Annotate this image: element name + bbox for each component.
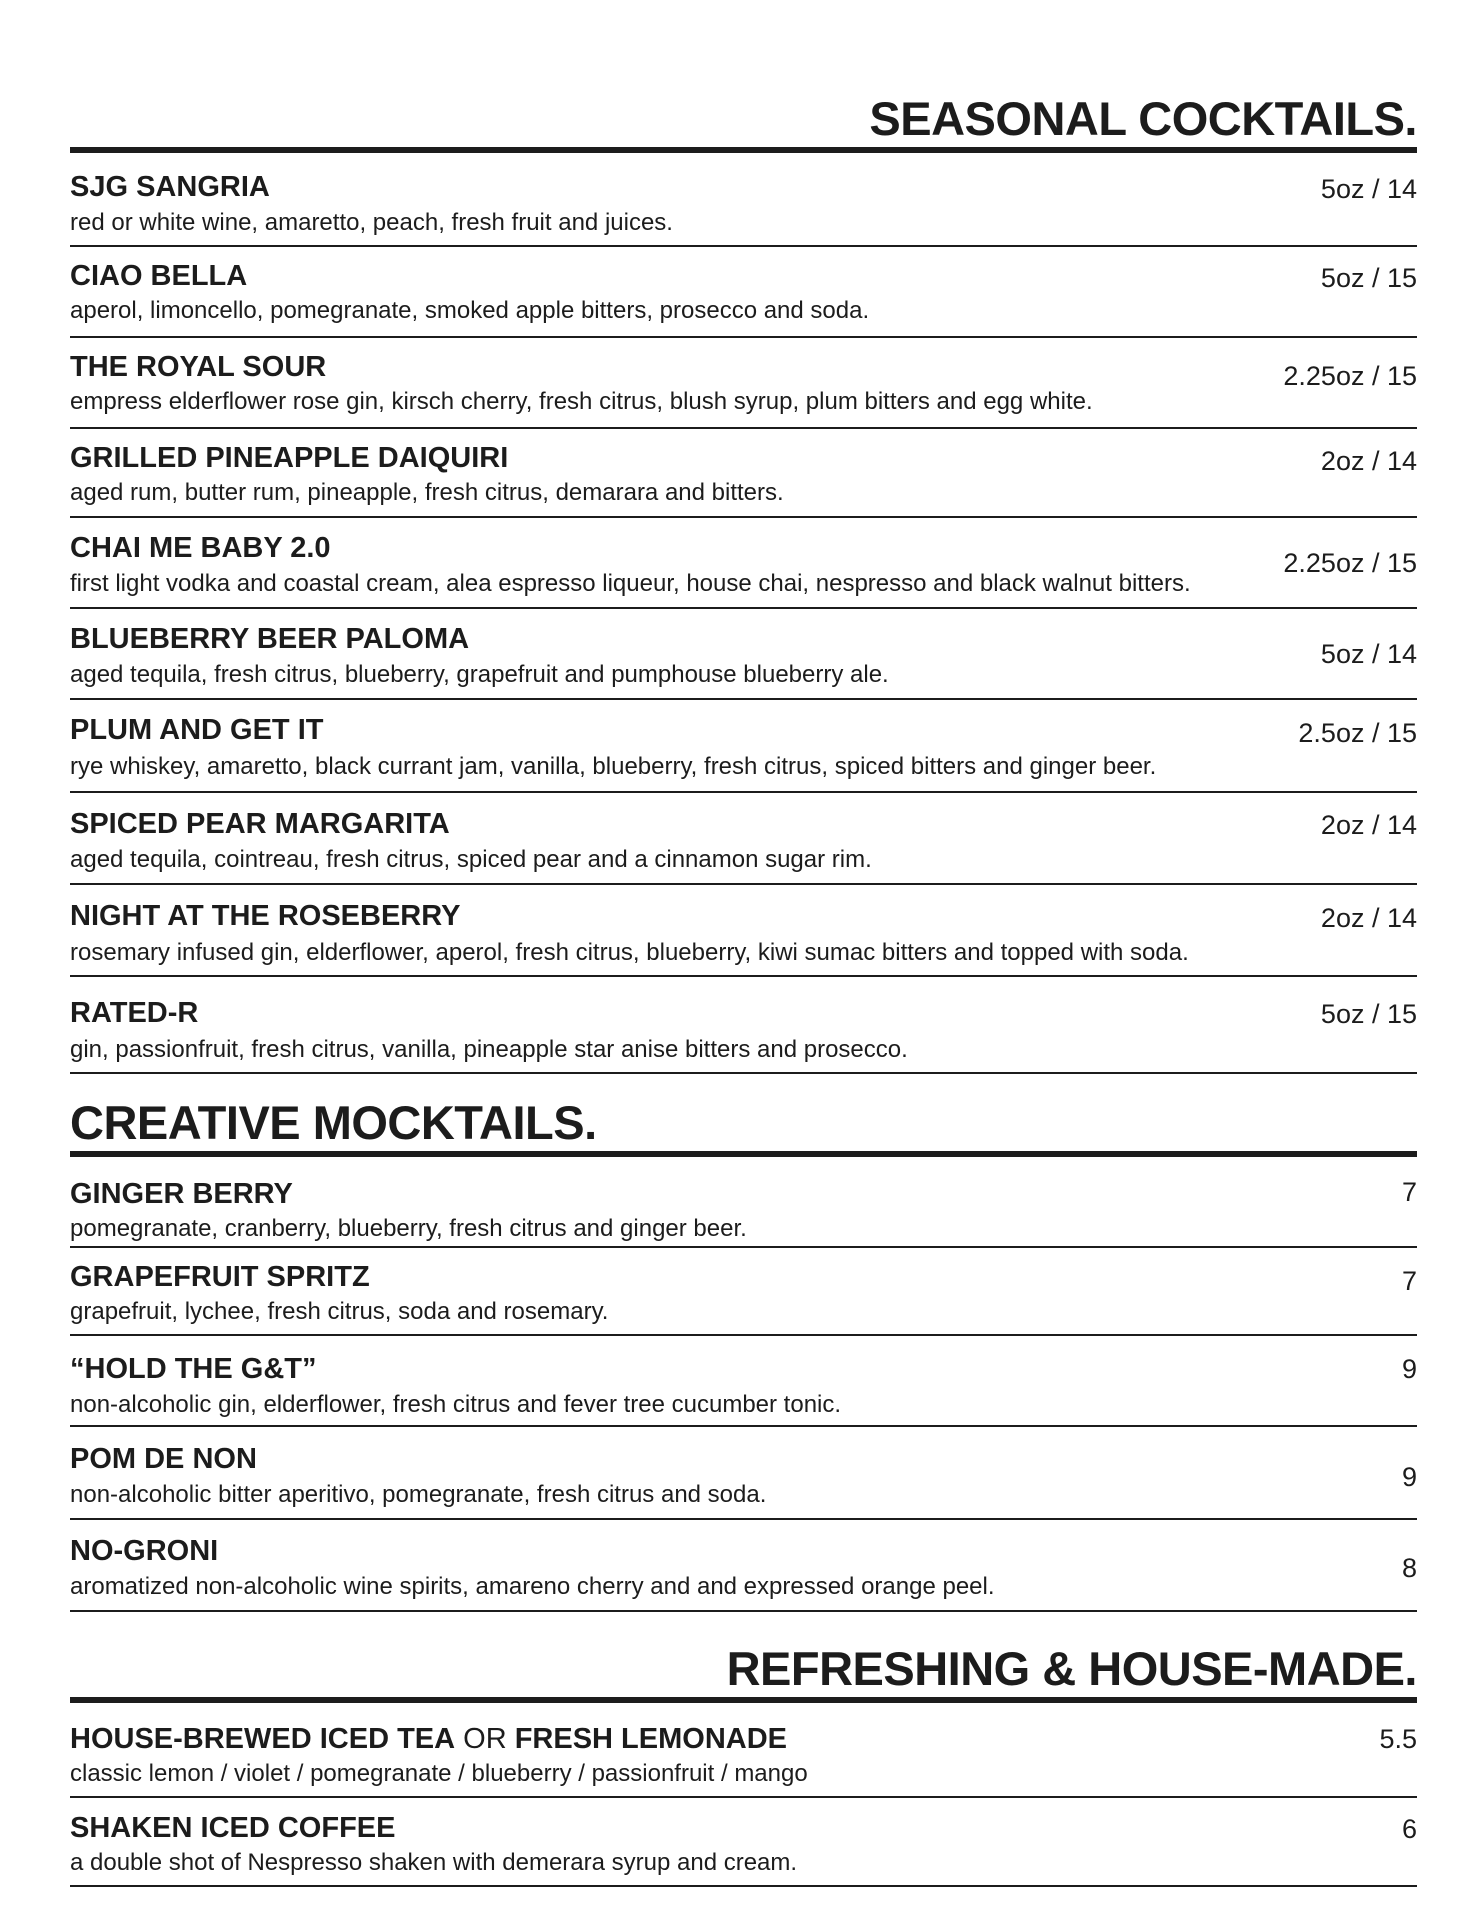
item-price: 7 [1401, 1177, 1417, 1207]
item-price: 2oz / 14 [1320, 446, 1417, 476]
item-price: 8 [1401, 1553, 1417, 1583]
item-description: grapefruit, lychee, fresh citrus, soda and rosemary. [70, 1298, 609, 1325]
item-name: POM DE NON [70, 1443, 257, 1475]
item-description: aperol, limoncello, pomegranate, smoked apple bitters, prosecco and soda. [70, 297, 870, 324]
item-name: SPICED PEAR MARGARITA [70, 808, 450, 840]
item-price: 5oz / 15 [1320, 263, 1417, 293]
menu-item [70, 1798, 1417, 1887]
menu-item [70, 429, 1417, 518]
menu-item [70, 700, 1417, 793]
item-name: NO-GRONI [70, 1535, 219, 1567]
item-name: GINGER BERRY [70, 1178, 293, 1210]
item-name: GRILLED PINEAPPLE DAIQUIRI [70, 442, 509, 474]
menu-item [70, 518, 1417, 609]
menu-item [70, 247, 1417, 338]
item-name: SJG SANGRIA [70, 171, 270, 203]
item-description: a double shot of Nespresso shaken with demerara syrup and cream. [70, 1849, 798, 1876]
item-price: 5oz / 15 [1320, 999, 1417, 1029]
section-creative-mocktails [70, 1157, 1417, 1612]
item-description: non-alcoholic bitter aperitivo, pomegranate, fresh citrus and soda. [70, 1481, 767, 1508]
section-refreshing-house-made [70, 1703, 1417, 1887]
item-name: BLUEBERRY BEER PALOMA [70, 623, 470, 655]
item-description: pomegranate, cranberry, blueberry, fresh citrus and ginger beer. [70, 1215, 747, 1242]
item-price: 2.25oz / 15 [1283, 361, 1417, 391]
section-seasonal-cocktails [70, 153, 1417, 1074]
item-price: 2oz / 14 [1320, 903, 1417, 933]
item-name: THE ROYAL SOUR [70, 351, 327, 383]
menu-item [70, 1336, 1417, 1427]
menu-item [70, 1157, 1417, 1248]
item-name: CIAO BELLA [70, 260, 248, 292]
section-title-creative-mocktails: CREATIVE MOCKTAILS. [70, 1099, 1417, 1157]
item-price: 6 [1401, 1814, 1417, 1844]
item-description: first light vodka and coastal cream, alea espresso liqueur, house chai, nespresso and black walnut bitters. [70, 570, 1191, 597]
menu-item [70, 793, 1417, 885]
drink-menu [70, 0, 1417, 1887]
menu-item [70, 977, 1417, 1074]
menu-item [70, 338, 1417, 429]
item-description: aromatized non-alcoholic wine spirits, amareno cherry and and expressed orange peel. [70, 1573, 995, 1600]
item-name: RATED-R [70, 997, 199, 1029]
item-price: 9 [1401, 1354, 1417, 1384]
item-description: non-alcoholic gin, elderflower, fresh citrus and fever tree cucumber tonic. [70, 1391, 842, 1418]
item-description: classic lemon / violet / pomegranate / blueberry / passionfruit / mango [70, 1760, 808, 1787]
item-price: 2.5oz / 15 [1298, 718, 1417, 748]
item-description: aged rum, butter rum, pineapple, fresh citrus, demarara and bitters. [70, 479, 784, 506]
item-name: “HOLD THE G&T” [70, 1353, 317, 1385]
menu-item [70, 1703, 1417, 1798]
item-name-part: FRESH LEMONADE [514, 1723, 787, 1755]
item-description: empress elderflower rose gin, kirsch cherry, fresh citrus, blush syrup, plum bitters and egg white. [70, 388, 1093, 415]
menu-item [70, 153, 1417, 247]
item-price: 5.5 [1379, 1724, 1417, 1754]
menu-item [70, 1248, 1417, 1336]
menu-item [70, 1520, 1417, 1612]
item-description: rosemary infused gin, elderflower, aperol, fresh citrus, blueberry, kiwi sumac bitters and topped with soda. [70, 939, 1189, 966]
item-description: aged tequila, cointreau, fresh citrus, spiced pear and a cinnamon sugar rim. [70, 846, 872, 873]
menu-item [70, 885, 1417, 977]
item-description: red or white wine, amaretto, peach, fresh fruit and juices. [70, 209, 673, 236]
section-title-seasonal-cocktails: SEASONAL COCKTAILS. [70, 95, 1417, 153]
menu-item [70, 1427, 1417, 1520]
item-name: NIGHT AT THE ROSEBERRY [70, 900, 461, 932]
item-price: 5oz / 14 [1320, 174, 1417, 204]
item-name [70, 1725, 787, 1754]
item-name: GRAPEFRUIT SPRITZ [70, 1261, 370, 1293]
menu-item [70, 609, 1417, 700]
item-name: CHAI ME BABY 2.0 [70, 532, 331, 564]
section-title-refreshing-house-made: REFRESHING & HOUSE-MADE. [70, 1645, 1417, 1703]
item-name: PLUM AND GET IT [70, 714, 324, 746]
item-price: 2.25oz / 15 [1283, 548, 1417, 578]
item-name-part: HOUSE-BREWED ICED TEA [70, 1723, 456, 1755]
item-price: 2oz / 14 [1320, 810, 1417, 840]
item-price: 9 [1401, 1462, 1417, 1492]
item-description: gin, passionfruit, fresh citrus, vanilla, pineapple star anise bitters and prosecco. [70, 1036, 908, 1063]
item-price: 5oz / 14 [1320, 639, 1417, 669]
item-name-or: OR [455, 1723, 515, 1755]
item-price: 7 [1401, 1266, 1417, 1296]
item-name: SHAKEN ICED COFFEE [70, 1812, 396, 1844]
item-description: aged tequila, fresh citrus, blueberry, grapefruit and pumphouse blueberry ale. [70, 661, 889, 688]
item-description: rye whiskey, amaretto, black currant jam, vanilla, blueberry, fresh citrus, spiced bitters and ginger beer. [70, 753, 1157, 780]
